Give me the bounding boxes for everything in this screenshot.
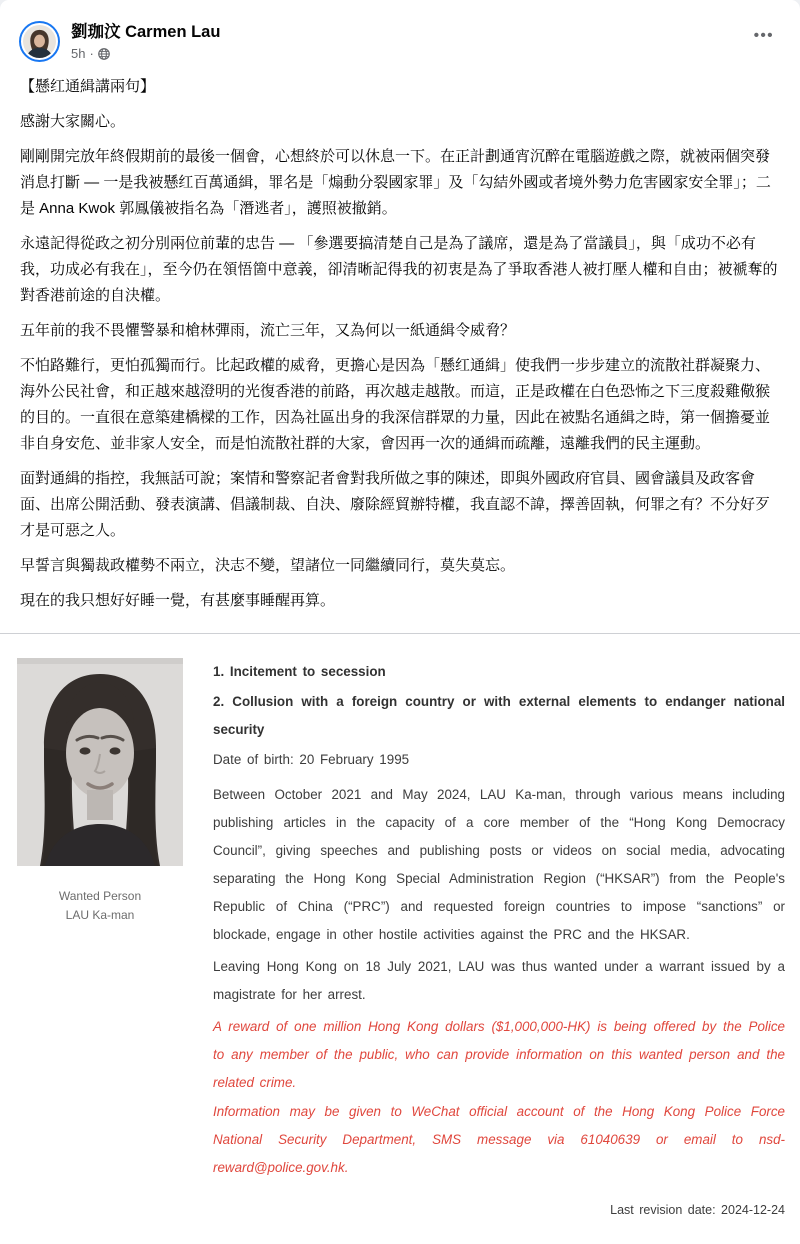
post-header [0,0,800,66]
last-revision-date: Last revision date: 2024-12-24 [610,1203,785,1217]
wanted-person-photo [17,658,183,866]
post-paragraph: 現在的我只想好好睡一覺，有甚麼事睡醒再算。 [20,592,336,609]
more-options-icon[interactable]: ••• [753,27,774,44]
avatar[interactable] [19,21,60,62]
author-block [71,21,220,61]
notice-paragraph-allegations: Between October 2021 and May 2024, LAU Ka-man, through various means including publishing articles in the capacity of a core member of the “Hong Kong Democracy Council”, giving speeches and publishing posts or videos on social media, advocating separating the Hong Kong Special Administration Region (“HKSAR”) from the People's Republic of China (“PRC”) and requested foreign countries to impose “sanctions” or blockade, engage in other hostile activities against the PRC and the HKSAR. [213,787,785,942]
post-meta [71,46,220,61]
post-paragraph: 永遠記得從政之初分別兩位前輩的忠告 — 「參選要搞清楚自己是為了議席，還是為了當議員」，與「成功不必有我，功成必有我在」，至今仍在領悟箇中意義，卻清晰記得我的初衷是為了爭取香港人被打壓人權和自由；被褫奪的對香港前途的自決權。 [20,235,778,304]
post-body [0,66,800,625]
date-of-birth: Date of birth: 20 February 1995 [213,752,410,767]
post-paragraph: 面對通緝的指控，我無話可說；案情和警察記者會對我所做之事的陳述，即與外國政府官員、國會議員及政客會面、出席公開活動、發表演講、倡議制裁、自決、廢除經貿辦特權，我直認不諱，擇善固執，何罪之有？不分好歹才是可惡之人。 [20,470,771,539]
photo-caption-line: LAU Ka-man [65,908,135,922]
post-paragraph: 早誓言與獨裁政權勢不兩立，決志不變，望諸位一同繼續同行，莫失莫忘。 [20,557,516,574]
wanted-notice-text [213,658,785,1244]
post-paragraph: 五年前的我不畏懼警暴和槍林彈雨，流亡三年，又為何以一紙通緝令威脅？ [20,322,516,339]
post-paragraph: 感謝大家關心。 [20,113,126,130]
wanted-notice-image[interactable] [0,634,800,1244]
timestamp[interactable]: 5h [71,46,86,61]
contact-paragraph: Information may be given to WeChat official account of the Hong Kong Police Force National Security Department, SMS message via 61040639 or email to nsd-reward@police.gov.hk. [213,1104,785,1175]
avatar-image [23,25,56,58]
post-paragraph: 【懸红通緝講兩句】 [20,78,156,95]
post-paragraph: 不怕路難行，更怕孤獨而行。比起政權的威脅，更擔心是因為「懸红通緝」使我們一步步建立的流散社群凝聚力、海外公民社會，和正越來越澄明的光復香港的前路，再次越走越散。而這，正是政權在白色恐怖之下三度殺雞儆猴的目的。一直很在意築建橋樑的工作，因為社區出身的我深信群眾的力量，因此在被點名通緝之時，第一個擔憂並非自身安危、並非家人安全，而是怕流散社群的大家，會因再一次的通緝而疏離，遠離我們的民主運動。 [20,357,771,452]
post-paragraph: 剛剛開完放年終假期前的最後一個會，心想終於可以休息一下。在正計劃通宵沉醉在電腦遊戲之際，就被兩個突發消息打斷 — 一是我被懸红百萬通緝，罪名是「煽動分裂國家罪」及「勾結外國或者境外勢力危害國家安全罪」；二是 Anna Kwok 郭鳳儀被指名為「潛逃者」，護照被撤銷。 [20,148,771,217]
author-name[interactable]: 劉珈汶 Carmen Lau [71,23,221,41]
globe-icon [98,48,110,60]
notice-paragraph-warrant: Leaving Hong Kong on 18 July 2021, LAU was thus wanted under a warrant issued by a magistrate for her arrest. [213,959,785,1002]
photo-caption-line: Wanted Person [58,889,142,903]
charge-1: 1. Incitement to secession [213,664,386,679]
wanted-photo-column [17,658,183,1244]
reward-paragraph: A reward of one million Hong Kong dollars ($1,000,000-HK) is being offered by the Police to any member of the public, who can provide information on this wanted person and the related crime. [213,1019,785,1090]
charge-2: 2. Collusion with a foreign country or with external elements to endanger national security [213,694,785,737]
meta-separator: · [89,46,94,61]
photo-caption [17,887,183,925]
